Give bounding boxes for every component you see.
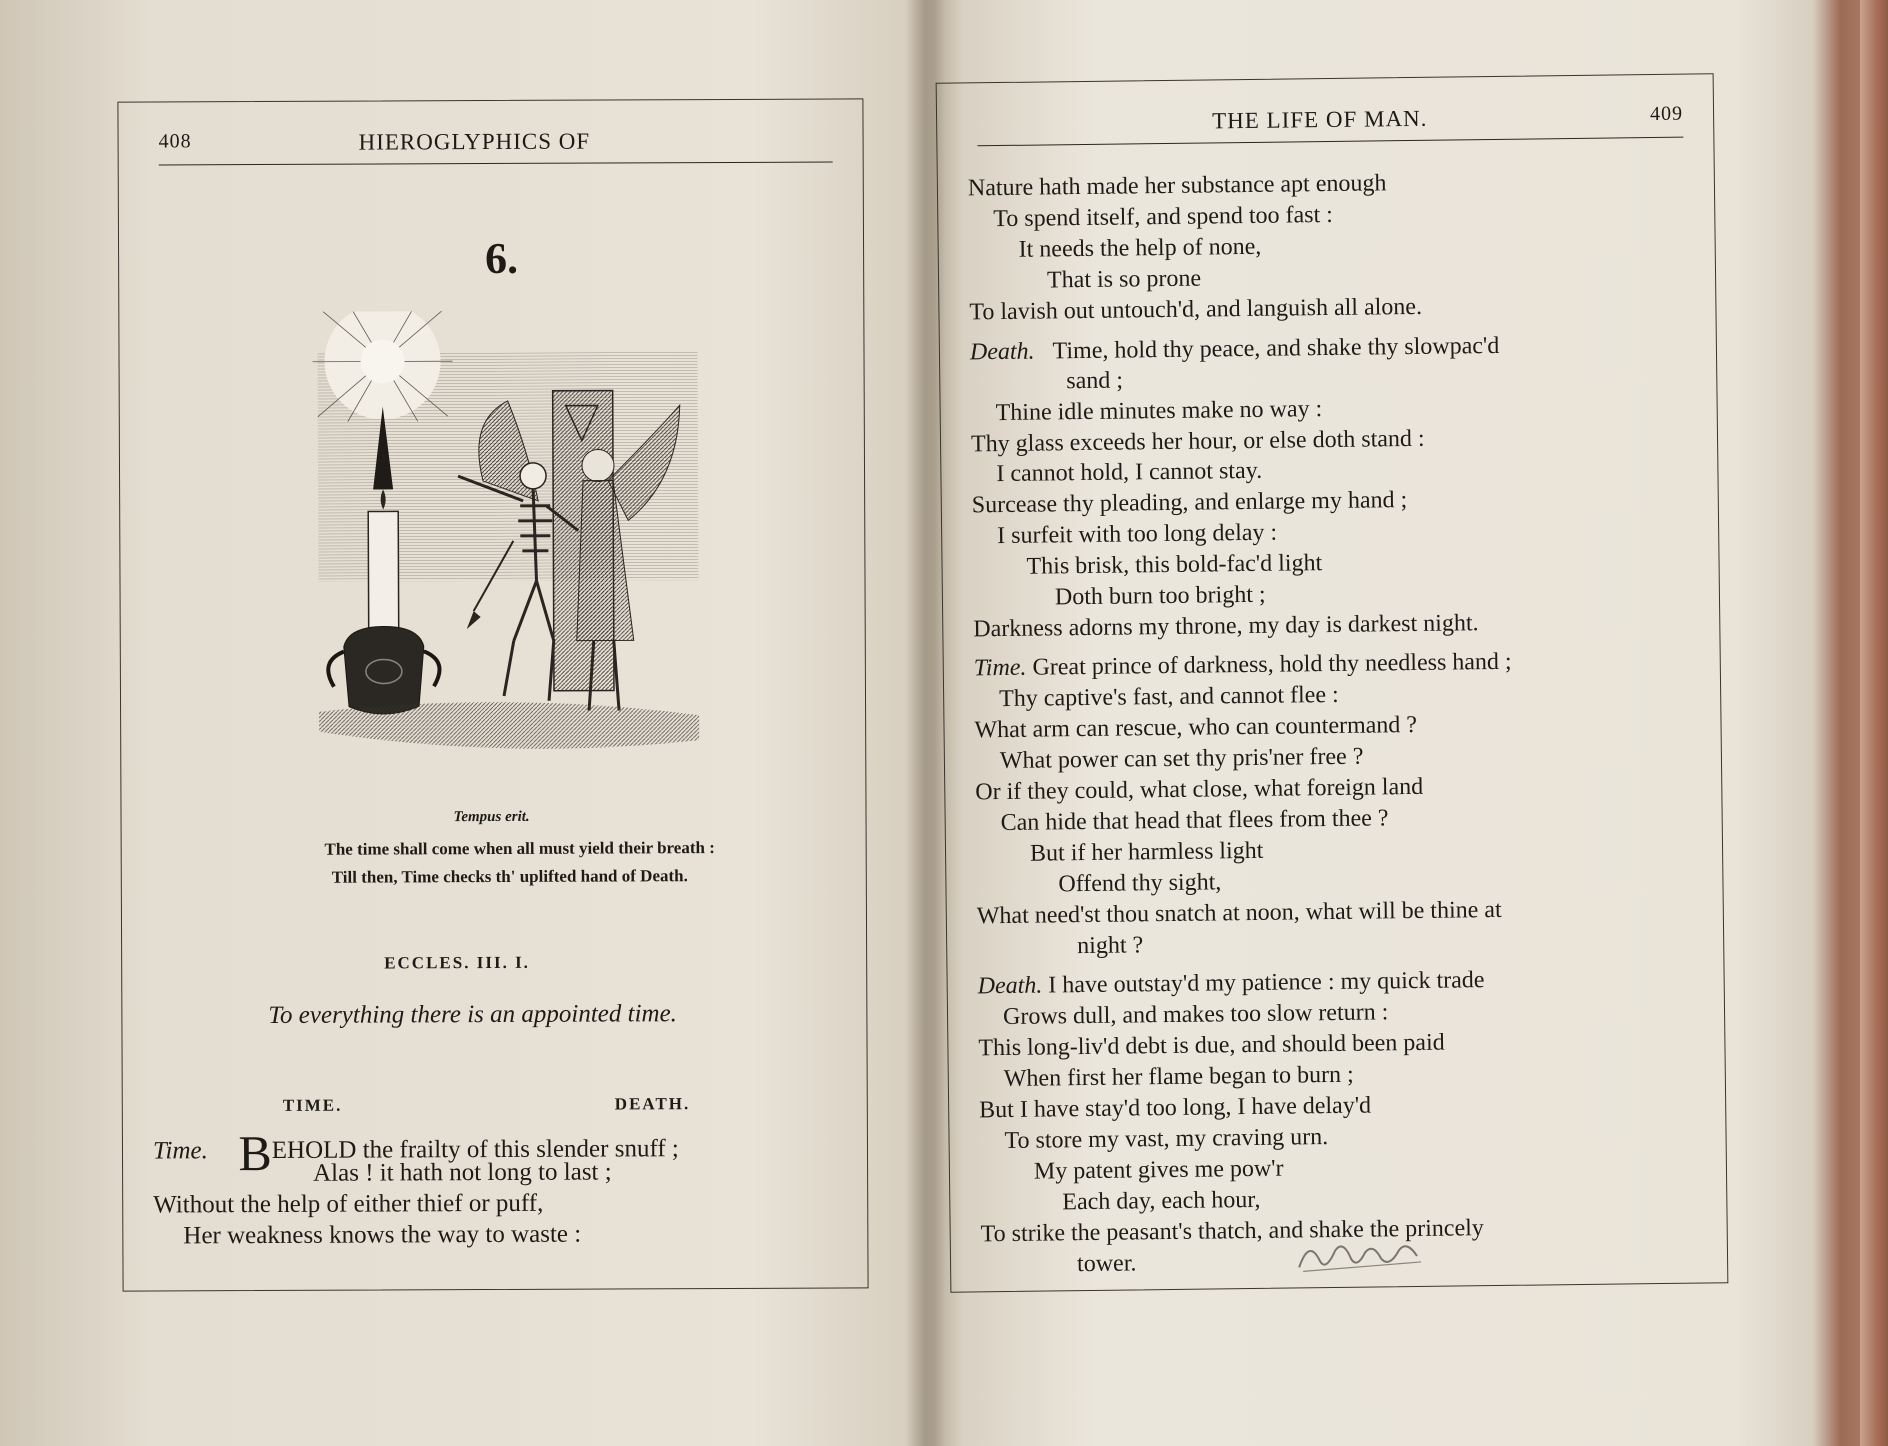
speaker-time: TIME. bbox=[282, 1095, 343, 1115]
left-running-title: HIEROGLYPHICS OF bbox=[358, 128, 591, 155]
verse-speaker: Time. bbox=[973, 654, 1027, 682]
verse-line: What need'st thou snatch at noon, what will be thine at bbox=[976, 896, 1502, 930]
verse-line: My patent gives me pow'r bbox=[1033, 1155, 1284, 1185]
verse-line: To store my vast, my craving urn. bbox=[1004, 1124, 1329, 1155]
verse-line: This long-liv'd debt is due, and should been paid bbox=[978, 1029, 1445, 1062]
couplet-line: Till then, Time checks th' uplifted hand of Death. bbox=[331, 866, 688, 887]
verse-line: Thy glass exceeds her hour, or else doth stand : bbox=[970, 425, 1425, 458]
verse-line: Thy captive's fast, and cannot flee : bbox=[999, 681, 1339, 713]
verse-speaker: Time. bbox=[152, 1137, 208, 1165]
verse-line: Can hide that head that flees from thee ? bbox=[1000, 805, 1389, 837]
book-cover-edge bbox=[1860, 0, 1888, 1446]
verse-line: Her weakness knows the way to waste : bbox=[183, 1220, 582, 1250]
verse-line: That is so prone bbox=[1046, 265, 1202, 294]
speaker-death: DEATH. bbox=[614, 1094, 691, 1114]
verse-speaker: Death. bbox=[969, 338, 1035, 366]
verse-line-with-speaker bbox=[978, 967, 1485, 1000]
verse-line: This brisk, this bold-fac'd light bbox=[1026, 550, 1323, 580]
handwritten-signature bbox=[1291, 1228, 1432, 1280]
verse-line: I surfeit with too long delay : bbox=[997, 519, 1278, 550]
verse-line: sand ; bbox=[1066, 367, 1124, 395]
verse-line-text: Time, hold thy peace, and shake thy slowpac'd bbox=[1052, 332, 1500, 365]
verse-line: What power can set thy pris'ner free ? bbox=[999, 743, 1364, 775]
verse-speaker: Death. bbox=[977, 972, 1043, 1000]
left-page-number: 408 bbox=[158, 130, 192, 153]
verse-line: But I have stay'd too long, I have delay'd bbox=[979, 1092, 1372, 1124]
right-page-frame bbox=[936, 73, 1729, 1292]
right-page-number: 409 bbox=[1649, 102, 1684, 126]
verse-line: Grows dull, and makes too slow return : bbox=[1002, 999, 1389, 1031]
verse-line: EHOLD the frailty of this slender snuff ; bbox=[271, 1135, 679, 1164]
verse-line: Without the help of either thief or puff, bbox=[153, 1189, 544, 1219]
scripture-reference: ECCLES. III. I. bbox=[384, 952, 530, 973]
illustration-caption-latin: Tempus erit. bbox=[453, 808, 530, 826]
verse-line: night ? bbox=[1077, 932, 1144, 960]
verse-line: Darkness adorns my throne, my day is darkest night. bbox=[973, 610, 1479, 643]
verse-line: Each day, each hour, bbox=[1062, 1186, 1261, 1216]
verse-line: Thine idle minutes make no way : bbox=[995, 396, 1323, 427]
verse-line: Surcease thy pleading, and enlarge my hand ; bbox=[971, 487, 1408, 519]
left-running-head bbox=[159, 122, 833, 166]
verse-line: Offend thy sight, bbox=[1058, 869, 1222, 898]
verse-line: Nature hath made her substance apt enough bbox=[967, 170, 1387, 202]
verse-line-text: Great prince of darkness, hold thy needless hand ; bbox=[1032, 648, 1512, 681]
verse-line-with-speaker bbox=[970, 333, 1500, 366]
verse-line: Or if they could, what close, what foreign land bbox=[975, 773, 1424, 806]
scripture-motto: To everything there is an appointed time. bbox=[268, 1000, 677, 1029]
verse-line-with-speaker bbox=[974, 649, 1512, 683]
drop-cap: B bbox=[238, 1124, 272, 1182]
verse-line: Doth burn too bright ; bbox=[1054, 581, 1266, 611]
verse-line: I cannot hold, I cannot stay. bbox=[996, 457, 1263, 488]
right-running-head bbox=[977, 97, 1683, 147]
couplet-line: The time shall come when all must yield their breath : bbox=[324, 838, 715, 859]
engraving-illustration bbox=[307, 310, 709, 772]
emblem-number: 6. bbox=[484, 233, 519, 284]
verse-line: But if her harmless light bbox=[1029, 837, 1264, 867]
verse-line: When first her flame began to burn ; bbox=[1003, 1061, 1354, 1093]
left-page-frame bbox=[117, 98, 868, 1291]
verse-line: To strike the peasant's thatch, and shake the princely bbox=[980, 1215, 1484, 1248]
verse-line: To lavish out untouch'd, and languish all alone. bbox=[969, 293, 1423, 326]
right-running-title: THE LIFE OF MAN. bbox=[1211, 105, 1428, 134]
verse-line: tower. bbox=[1076, 1250, 1137, 1278]
verse-line: To spend itself, and spend too fast : bbox=[993, 201, 1334, 233]
verse-line: Alas ! it hath not long to last ; bbox=[313, 1158, 612, 1187]
verse-line-text: I have outstay'd my patience : my quick trade bbox=[1048, 967, 1485, 999]
verse-line: What arm can rescue, who can countermand ? bbox=[974, 711, 1418, 744]
verse-line: It needs the help of none, bbox=[1018, 233, 1262, 263]
epigraph-couplet bbox=[270, 834, 770, 892]
